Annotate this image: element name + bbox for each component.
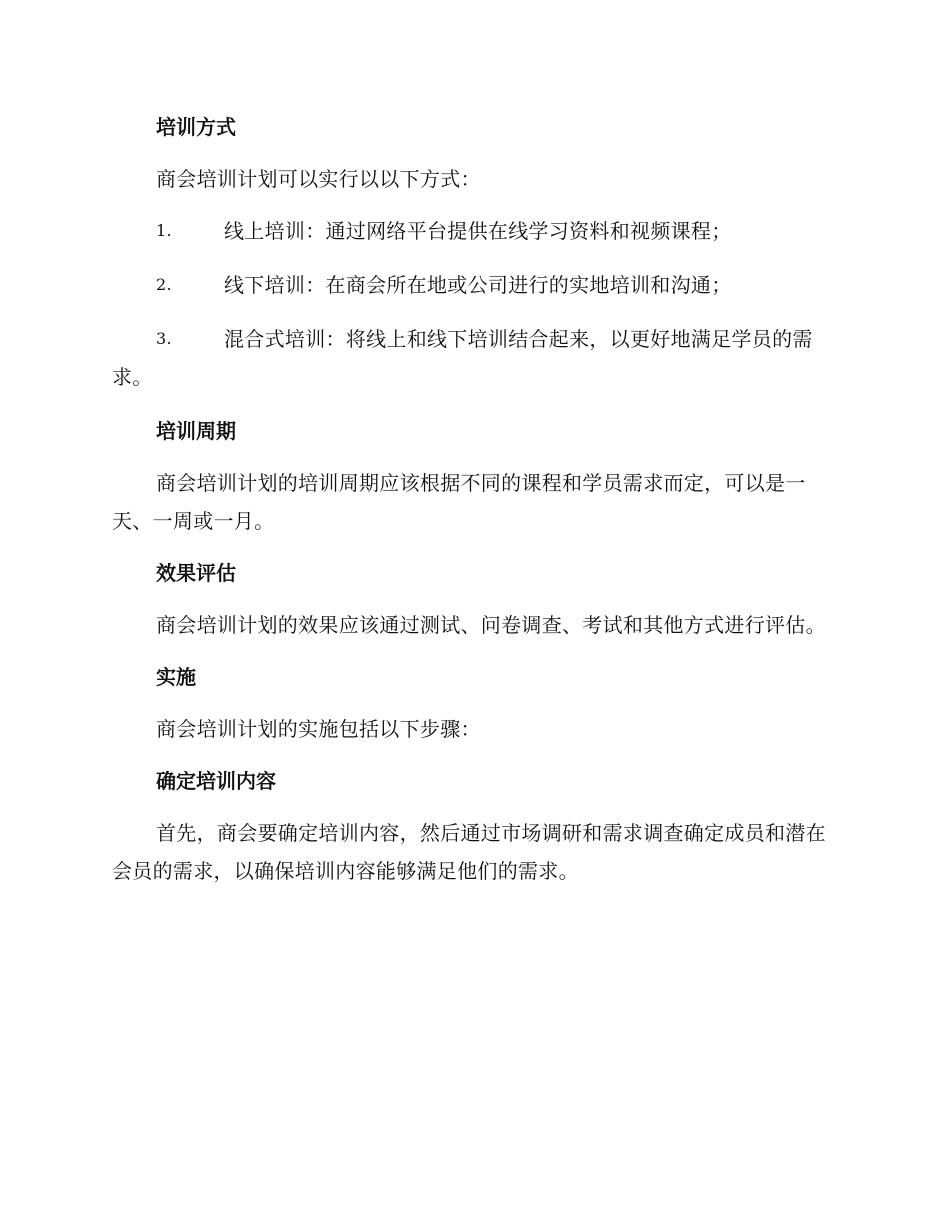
list-item — [112, 320, 832, 396]
list-item — [112, 266, 832, 304]
section-body-implementation: 商会培训计划的实施包括以下步骤： — [156, 717, 481, 741]
list-item-text: 线上培训：通过网络平台提供在线学习资料和视频课程； — [224, 219, 732, 243]
section-body-training-cycle: 商会培训计划的培训周期应该根据不同的课程和学员需求而定，可以是一天、一周或一月。 — [112, 471, 806, 533]
section-body-evaluation: 商会培训计划的效果应该通过测试、问卷调查、考试和其他方式进行评估。 — [156, 613, 826, 637]
list-item — [112, 212, 832, 250]
section-heading-evaluation: 效果评估 — [156, 561, 236, 585]
section-heading-implementation: 实施 — [156, 665, 196, 689]
document-body — [112, 108, 832, 904]
list-item-text: 混合式培训：将线上和线下培训结合起来，以更好地满足学员的需求。 — [112, 327, 813, 389]
section-body-determine-content: 首先，商会要确定培训内容，然后通过市场调研和需求调查确定成员和潜在会员的需求，以确保培训内容能够满足他们的需求。 — [112, 821, 826, 883]
section-intro-training-method: 商会培训计划可以实行以以下方式： — [156, 167, 481, 191]
section-heading-determine-content: 确定培训内容 — [156, 769, 276, 793]
list-item-text: 线下培训：在商会所在地或公司进行的实地培训和沟通； — [224, 273, 732, 297]
list-item-number: 1. — [156, 221, 172, 240]
section-heading-training-cycle: 培训周期 — [156, 419, 236, 443]
list-item-number: 2. — [156, 275, 172, 294]
section-heading-training-method: 培训方式 — [156, 115, 236, 139]
list-item-number: 3. — [156, 329, 172, 348]
